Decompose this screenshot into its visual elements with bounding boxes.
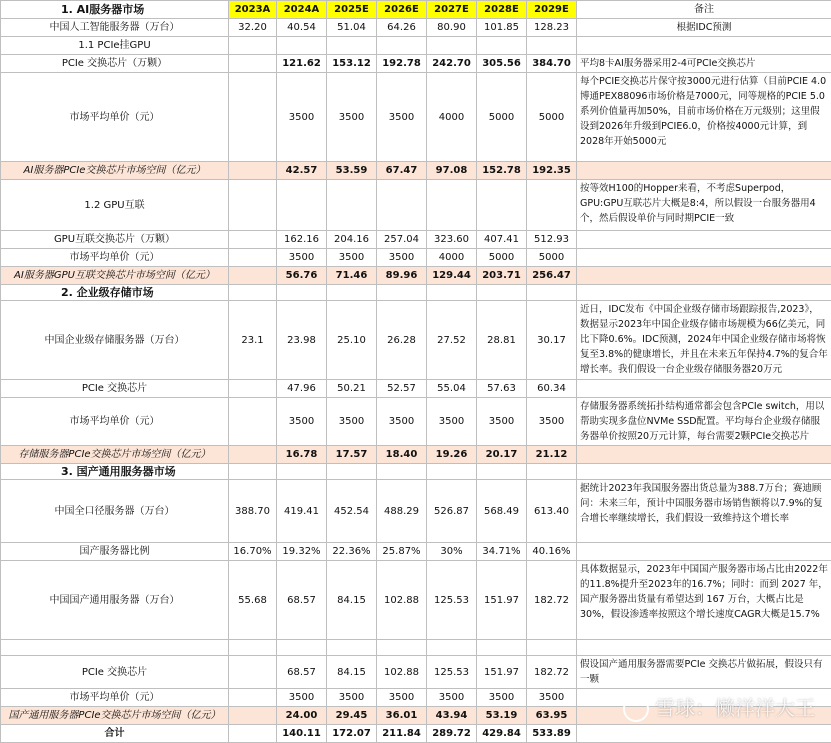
- value-cell[interactable]: 3500: [327, 73, 377, 162]
- value-cell[interactable]: 5000: [477, 73, 527, 162]
- value-cell[interactable]: 102.88: [377, 656, 427, 689]
- note-cell[interactable]: 存储服务器系统拓扑结构通常都会包含PCIe switch，用以帮助实现多盘位NVMe SSD配置。平均每台企业级存储服务器单价按照20万元计算，每台需要2颗PCIe交换芯片: [577, 398, 831, 446]
- table-row: [1, 561, 831, 640]
- note-cell[interactable]: 据统计2023年我国服务器出货总量为388.7万台；赛迪顾问：未来三年，预计中国服务器市场销售额将以7.9%的复合增长率继续增长，我们假设一致维持这个增长率: [577, 480, 831, 543]
- value-cell[interactable]: 55.04: [427, 380, 477, 398]
- note-cell[interactable]: [577, 37, 831, 55]
- row-label[interactable]: 中国全口径服务器（万台）: [1, 480, 229, 543]
- value-cell[interactable]: 20.17: [477, 446, 527, 464]
- note-cell[interactable]: [577, 162, 831, 180]
- value-cell[interactable]: [477, 37, 527, 55]
- value-cell[interactable]: 5000: [477, 249, 527, 267]
- value-cell[interactable]: 55.68: [229, 561, 277, 640]
- value-cell[interactable]: 27.52: [427, 301, 477, 380]
- row-label[interactable]: 中国国产通用服务器（万台）: [1, 561, 229, 640]
- value-cell[interactable]: [229, 446, 277, 464]
- note-cell[interactable]: 近日，IDC发布《中国企业级存储市场跟踪报告,2023》，数据显示2023年中国企业级存储市场规模为66亿美元，同比下降0.6%。IDC预测，2024年中国企业级存储市场将恢复至3.8%的健康增长，并且在未来五年保持4.7%的复合年增长率。我们假设一台企业级存储服务器20万元: [577, 301, 831, 380]
- value-cell[interactable]: 3500: [527, 398, 577, 446]
- value-cell[interactable]: [527, 37, 577, 55]
- value-cell[interactable]: 102.88: [377, 561, 427, 640]
- row-label[interactable]: 市场平均单价（元）: [1, 398, 229, 446]
- value-cell[interactable]: 3500: [327, 689, 377, 707]
- value-cell[interactable]: 64.26: [377, 19, 427, 37]
- value-cell[interactable]: 613.40: [527, 480, 577, 543]
- year-header[interactable]: 2027E: [427, 1, 477, 19]
- value-cell[interactable]: 153.12: [327, 55, 377, 73]
- value-cell[interactable]: 3500: [277, 689, 327, 707]
- value-cell[interactable]: 384.70: [527, 55, 577, 73]
- row-label[interactable]: AI服务器GPU互联交换芯片市场空间（亿元）: [1, 267, 229, 285]
- table-row: [1, 19, 831, 37]
- row-label[interactable]: 中国企业级存储服务器（万台）: [1, 301, 229, 380]
- table-row: [1, 446, 831, 464]
- row-label[interactable]: PCIe 交换芯片（万颗）: [1, 55, 229, 73]
- value-cell[interactable]: [377, 37, 427, 55]
- year-header[interactable]: 2026E: [377, 1, 427, 19]
- table-row: [1, 73, 831, 162]
- table-row: [1, 162, 831, 180]
- value-cell[interactable]: 3500: [377, 249, 427, 267]
- value-cell[interactable]: [427, 37, 477, 55]
- value-cell[interactable]: 407.41: [477, 231, 527, 249]
- value-cell[interactable]: 17.57: [327, 446, 377, 464]
- note-cell[interactable]: 每个PCIE交换芯片保守按3000元进行估算（目前PCIE 4.0博通PEX88096市场价格是7000元，同等规格的PCIE 5.0系列价值量再加50%，目前市场价格在万元级别；这里假设到2026年升级到PCIE6.0，价格按4000元计算，到2028年开始5000元: [577, 73, 831, 162]
- value-cell[interactable]: 5000: [527, 73, 577, 162]
- section-title: 2. 企业级存储市场: [1, 285, 229, 301]
- value-cell[interactable]: 125.53: [427, 656, 477, 689]
- value-cell[interactable]: 53.19: [477, 707, 527, 725]
- value-cell[interactable]: 40.16%: [527, 543, 577, 561]
- header-row: [1, 1, 831, 19]
- value-cell[interactable]: 89.96: [377, 267, 427, 285]
- value-cell[interactable]: 21.12: [527, 446, 577, 464]
- value-cell[interactable]: [229, 689, 277, 707]
- table-row: [1, 301, 831, 380]
- snowball-logo-icon: [623, 696, 649, 722]
- value-cell[interactable]: 53.59: [327, 162, 377, 180]
- blank-row: [1, 640, 831, 656]
- value-cell[interactable]: 256.47: [527, 267, 577, 285]
- value-cell[interactable]: 512.93: [527, 231, 577, 249]
- value-cell[interactable]: [229, 55, 277, 73]
- value-cell[interactable]: 57.63: [477, 380, 527, 398]
- value-cell[interactable]: 40.54: [277, 19, 327, 37]
- value-cell[interactable]: 51.04: [327, 19, 377, 37]
- value-cell[interactable]: 3500: [277, 398, 327, 446]
- value-cell[interactable]: 3500: [377, 689, 427, 707]
- value-cell[interactable]: 125.53: [427, 561, 477, 640]
- value-cell[interactable]: 128.23: [527, 19, 577, 37]
- value-cell[interactable]: [229, 267, 277, 285]
- row-label[interactable]: 中国人工智能服务器（万台）: [1, 19, 229, 37]
- note-cell[interactable]: 根据IDC预测: [577, 19, 831, 37]
- value-cell[interactable]: 24.00: [277, 707, 327, 725]
- value-cell[interactable]: [229, 249, 277, 267]
- table-row: [1, 480, 831, 543]
- year-header[interactable]: 2024A: [277, 1, 327, 19]
- value-cell[interactable]: 121.62: [277, 55, 327, 73]
- value-cell[interactable]: [277, 180, 327, 231]
- value-cell[interactable]: 388.70: [229, 480, 277, 543]
- value-cell[interactable]: [327, 180, 377, 231]
- value-cell[interactable]: 60.34: [527, 380, 577, 398]
- value-cell[interactable]: [377, 180, 427, 231]
- value-cell[interactable]: 3500: [477, 398, 527, 446]
- table-row: [1, 543, 831, 561]
- value-cell[interactable]: [327, 37, 377, 55]
- value-cell[interactable]: 36.01: [377, 707, 427, 725]
- row-label[interactable]: 1.2 GPU互联: [1, 180, 229, 231]
- value-cell[interactable]: 16.70%: [229, 543, 277, 561]
- row-label[interactable]: 国产服务器比例: [1, 543, 229, 561]
- value-cell[interactable]: [229, 231, 277, 249]
- section-row: [1, 285, 831, 301]
- value-cell[interactable]: [229, 380, 277, 398]
- table-row: [1, 180, 831, 231]
- row-label[interactable]: PCIe 交换芯片: [1, 656, 229, 689]
- value-cell[interactable]: [277, 37, 327, 55]
- value-cell[interactable]: [427, 180, 477, 231]
- value-cell[interactable]: 140.11: [277, 725, 327, 743]
- value-cell[interactable]: 68.57: [277, 656, 327, 689]
- value-cell[interactable]: 47.96: [277, 380, 327, 398]
- value-cell[interactable]: 3500: [327, 398, 377, 446]
- value-cell[interactable]: 63.95: [527, 707, 577, 725]
- value-cell[interactable]: 182.72: [527, 561, 577, 640]
- value-cell[interactable]: [229, 73, 277, 162]
- note-cell[interactable]: [577, 380, 831, 398]
- value-cell[interactable]: 97.08: [427, 162, 477, 180]
- value-cell[interactable]: 323.60: [427, 231, 477, 249]
- value-cell[interactable]: 26.28: [377, 301, 427, 380]
- value-cell[interactable]: 152.78: [477, 162, 527, 180]
- value-cell[interactable]: 84.15: [327, 561, 377, 640]
- value-cell[interactable]: 101.85: [477, 19, 527, 37]
- value-cell[interactable]: 192.78: [377, 55, 427, 73]
- value-cell[interactable]: 305.56: [477, 55, 527, 73]
- value-cell[interactable]: [229, 707, 277, 725]
- table-row: [1, 55, 831, 73]
- value-cell[interactable]: 18.40: [377, 446, 427, 464]
- value-cell[interactable]: 25.10: [327, 301, 377, 380]
- table-row: [1, 249, 831, 267]
- table-row: [1, 267, 831, 285]
- value-cell[interactable]: 3500: [477, 689, 527, 707]
- value-cell[interactable]: 533.89: [527, 725, 577, 743]
- value-cell[interactable]: 68.57: [277, 561, 327, 640]
- value-cell[interactable]: 419.41: [277, 480, 327, 543]
- value-cell[interactable]: [229, 656, 277, 689]
- note-cell[interactable]: 假设国产通用服务器需要PCIe 交换芯片做拓展，假设只有一颗: [577, 656, 831, 689]
- section-title: 1. AI服务器市场: [1, 1, 229, 19]
- value-cell[interactable]: 3500: [377, 73, 427, 162]
- row-label[interactable]: 1.1 PCIe挂GPU: [1, 37, 229, 55]
- row-label[interactable]: PCIe 交换芯片: [1, 380, 229, 398]
- row-label[interactable]: 市场平均单价（元）: [1, 73, 229, 162]
- note-cell[interactable]: 具体数据显示，2023年中国国产服务器市场占比由2022年的11.8%提升至2023年的16.7%；同时：而到 2027 年，国产服务器出货量有希望达到 167 万台，大概占比是30%，假设渗透率按照这个增长速度CAGR大概是15.7%: [577, 561, 831, 640]
- watermark: [623, 692, 815, 723]
- row-label[interactable]: 存储服务器PCIe交换芯片市场空间（亿元）: [1, 446, 229, 464]
- row-label[interactable]: 市场平均单价（元）: [1, 689, 229, 707]
- value-cell[interactable]: [527, 180, 577, 231]
- value-cell[interactable]: 30.17: [527, 301, 577, 380]
- table-row: [1, 656, 831, 689]
- section-row: [1, 464, 831, 480]
- value-cell[interactable]: 568.49: [477, 480, 527, 543]
- value-cell[interactable]: 182.72: [527, 656, 577, 689]
- note-cell[interactable]: [577, 446, 831, 464]
- note-cell[interactable]: [577, 267, 831, 285]
- note-cell[interactable]: 平均8卡AI服务器采用2-4可PCIe交换芯片: [577, 55, 831, 73]
- row-label[interactable]: 合计: [1, 725, 229, 743]
- value-cell[interactable]: 19.26: [427, 446, 477, 464]
- table-row: [1, 37, 831, 55]
- value-cell[interactable]: 56.76: [277, 267, 327, 285]
- value-cell[interactable]: 3500: [527, 689, 577, 707]
- value-cell[interactable]: 211.84: [377, 725, 427, 743]
- year-header[interactable]: 2023A: [229, 1, 277, 19]
- value-cell[interactable]: 43.94: [427, 707, 477, 725]
- value-cell[interactable]: 5000: [527, 249, 577, 267]
- value-cell[interactable]: 4000: [427, 249, 477, 267]
- value-cell[interactable]: 28.81: [477, 301, 527, 380]
- value-cell[interactable]: 151.97: [477, 561, 527, 640]
- value-cell[interactable]: 429.84: [477, 725, 527, 743]
- value-cell[interactable]: 204.16: [327, 231, 377, 249]
- note-cell[interactable]: [577, 249, 831, 267]
- row-label[interactable]: GPU互联交换芯片（万颗）: [1, 231, 229, 249]
- row-label[interactable]: 市场平均单价（元）: [1, 249, 229, 267]
- value-cell[interactable]: 242.70: [427, 55, 477, 73]
- value-cell[interactable]: 4000: [427, 73, 477, 162]
- value-cell[interactable]: 80.90: [427, 19, 477, 37]
- year-header[interactable]: 2029E: [527, 1, 577, 19]
- value-cell[interactable]: 452.54: [327, 480, 377, 543]
- year-header[interactable]: 2028E: [477, 1, 527, 19]
- value-cell[interactable]: 526.87: [427, 480, 477, 543]
- value-cell[interactable]: 151.97: [477, 656, 527, 689]
- value-cell[interactable]: 192.35: [527, 162, 577, 180]
- value-cell[interactable]: 3500: [427, 689, 477, 707]
- value-cell[interactable]: [229, 180, 277, 231]
- value-cell[interactable]: 42.57: [277, 162, 327, 180]
- value-cell[interactable]: 3500: [427, 398, 477, 446]
- table-row: [1, 398, 831, 446]
- value-cell[interactable]: 129.44: [427, 267, 477, 285]
- value-cell[interactable]: 23.1: [229, 301, 277, 380]
- value-cell[interactable]: 29.45: [327, 707, 377, 725]
- value-cell[interactable]: 257.04: [377, 231, 427, 249]
- value-cell[interactable]: 3500: [377, 398, 427, 446]
- value-cell[interactable]: 162.16: [277, 231, 327, 249]
- note-cell[interactable]: 按等效H100的Hopper来看，不考虑Superpod，GPU:GPU互联芯片大概是8:4，所以假设一台服务器用4个，然后假设单价与同时期PCIE一致: [577, 180, 831, 231]
- value-cell[interactable]: 52.57: [377, 380, 427, 398]
- value-cell[interactable]: 23.98: [277, 301, 327, 380]
- value-cell[interactable]: [477, 180, 527, 231]
- value-cell[interactable]: 25.87%: [377, 543, 427, 561]
- value-cell[interactable]: 30%: [427, 543, 477, 561]
- value-cell[interactable]: 488.29: [377, 480, 427, 543]
- value-cell[interactable]: 3500: [327, 249, 377, 267]
- note-cell[interactable]: [577, 543, 831, 561]
- value-cell[interactable]: 71.46: [327, 267, 377, 285]
- year-header[interactable]: 2025E: [327, 1, 377, 19]
- value-cell[interactable]: 32.20: [229, 19, 277, 37]
- value-cell[interactable]: 3500: [277, 73, 327, 162]
- value-cell[interactable]: 3500: [277, 249, 327, 267]
- value-cell[interactable]: [229, 162, 277, 180]
- value-cell[interactable]: 22.36%: [327, 543, 377, 561]
- note-cell[interactable]: [577, 231, 831, 249]
- value-cell[interactable]: 34.71%: [477, 543, 527, 561]
- row-label[interactable]: 国产通用服务器PCIe交换芯片市场空间（亿元）: [1, 707, 229, 725]
- table-row: [1, 380, 831, 398]
- value-cell[interactable]: 67.47: [377, 162, 427, 180]
- value-cell[interactable]: 172.07: [327, 725, 377, 743]
- value-cell[interactable]: 203.71: [477, 267, 527, 285]
- watermark-text: 雪球：懒洋洋大王: [655, 696, 815, 720]
- value-cell[interactable]: 84.15: [327, 656, 377, 689]
- table-row: [1, 231, 831, 249]
- row-label[interactable]: AI服务器PCIe交换芯片市场空间（亿元）: [1, 162, 229, 180]
- value-cell[interactable]: 289.72: [427, 725, 477, 743]
- section-title: 3. 国产通用服务器市场: [1, 464, 229, 480]
- value-cell[interactable]: 50.21: [327, 380, 377, 398]
- value-cell[interactable]: 19.32%: [277, 543, 327, 561]
- value-cell[interactable]: 16.78: [277, 446, 327, 464]
- note-header[interactable]: 备注: [577, 1, 831, 19]
- value-cell[interactable]: [229, 37, 277, 55]
- value-cell[interactable]: [229, 398, 277, 446]
